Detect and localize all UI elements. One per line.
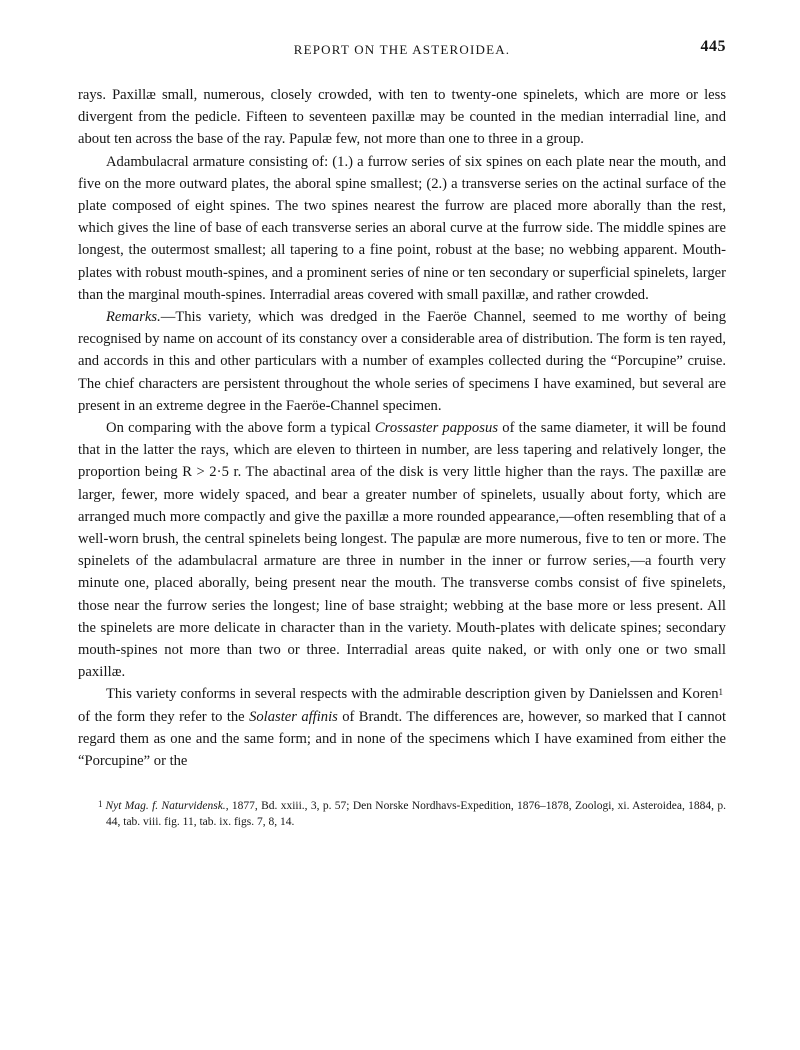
paragraph-text: of Brandt. The differences are, however, so marked that I cannot regard them as one and the same form; and in none of the specimens which I have examined from either the “Porcupine” or the (78, 708, 727, 770)
paragraph-paxillae (78, 84, 726, 151)
species-name: Solaster affinis (249, 708, 338, 725)
paragraph-text: —This variety, which was dredged in the Faeröe Channel, seemed to me worthy of being recognised by name on account of its constancy over a considerable area of distribution. The form is ten rayed, and accords in this and other particulars with a number of examples collected during the “Porcupine” cruise. The chief characters are persistent throughout the whole series of specimens I have examined, but several are present in an extreme degree in the Faeröe-Channel specimen. (78, 309, 726, 414)
body-text (78, 84, 726, 772)
paragraph-remarks (78, 306, 726, 417)
footnote-text: , 1877, Bd. xxiii., 3, p. 57; Den Norske Nordhavs-Expedition, 1876–1878, Zoologi, xi. Asteroidea, 1884, p. 44, tab. viii. fig. 11, tab. ix. figs. 7, 8, 14. (106, 800, 726, 829)
paragraph-text: of the form they refer to the (78, 708, 250, 725)
paragraph-comparison (78, 417, 726, 683)
footnote-reference: 1 (718, 687, 723, 698)
running-title: REPORT ON THE ASTEROIDEA. (293, 42, 511, 57)
paragraph-text: Adambulacral armature consisting of: (1.) a furrow series of six spines on each plate near the mouth, and five on the more outward plates, the aboral spine smallest; (2.) a transverse series on the actinal surface of the plate composed of eight spines. The two spines nearest the furrow are placed more aborally than the rest, which gives the line of base of each transverse series an aboral curve at the furrow side. The middle spines are longest, the outermost smallest; all tapering to a fine point, robust at the base; no webbing apparent. Mouth-plates with robust mouth-spines, and a prominent series of nine or ten secondary or superficial spinelets, larger than the marginal mouth-spines. Interradial areas covered with small paxillæ, and rather crowded. (78, 153, 726, 303)
paragraph-text: rays. Paxillæ small, numerous, closely crowded, with ten to twenty-one spinelets, which are more or less divergent from the pedicle. Fifteen to seventeen paxillæ may be counted in the median interradial line, and about ten across the base of the ray. Papulæ few, not more than one to three in a group. (78, 87, 726, 148)
book-page (78, 38, 726, 830)
paragraph-text: This variety conforms in several respects with the admirable description given by Danielssen and Koren (106, 686, 719, 703)
species-name: Crossaster papposus (374, 420, 499, 437)
page-number: 445 (700, 38, 726, 55)
paragraph-variety-description (78, 683, 726, 772)
paragraph-adambulacral-armature (78, 151, 726, 306)
journal-title: Nyt Mag. f. Naturvidensk. (105, 800, 226, 813)
running-header (78, 38, 726, 62)
footnotes (78, 798, 726, 830)
footnote-separator (78, 775, 726, 785)
footnote-marker: 1 (98, 799, 103, 810)
footnote-1 (78, 798, 726, 830)
paragraph-text: On comparing with the above form a typical (106, 420, 375, 437)
remarks-heading: Remarks. (106, 309, 161, 326)
paragraph-text: of the same diameter, it will be found that in the latter the rays, which are eleven to thirteen in number, are less tapering and relatively longer, the proportion being R > 2·5 r. The abactinal area of the disk is very little higher than the rays. The paxillæ are larger, fewer, more widely spaced, and bear a greater number of spinelets, usually about forty, which are arranged much more compactly and give the paxillæ a more rounded appearance,—often resembling that of a well-worn brush, the central spinelets being longest. The papulæ are more numerous, five to ten or more. The spinelets of the adambulacral armature are three in number in the inner or furrow series,—a fourth very minute one, placed aborally, being present near the mouth. The transverse combs consist of five spinelets, those near the furrow series the longest; line of base straight; webbing at the base more or less present. All the spinelets are more delicate in character than in the variety. Mouth-plates with delicate spines; secondary mouth-spines not more than two or three. Interradial areas quite naked, or with only one or two small paxillæ. (78, 420, 726, 681)
